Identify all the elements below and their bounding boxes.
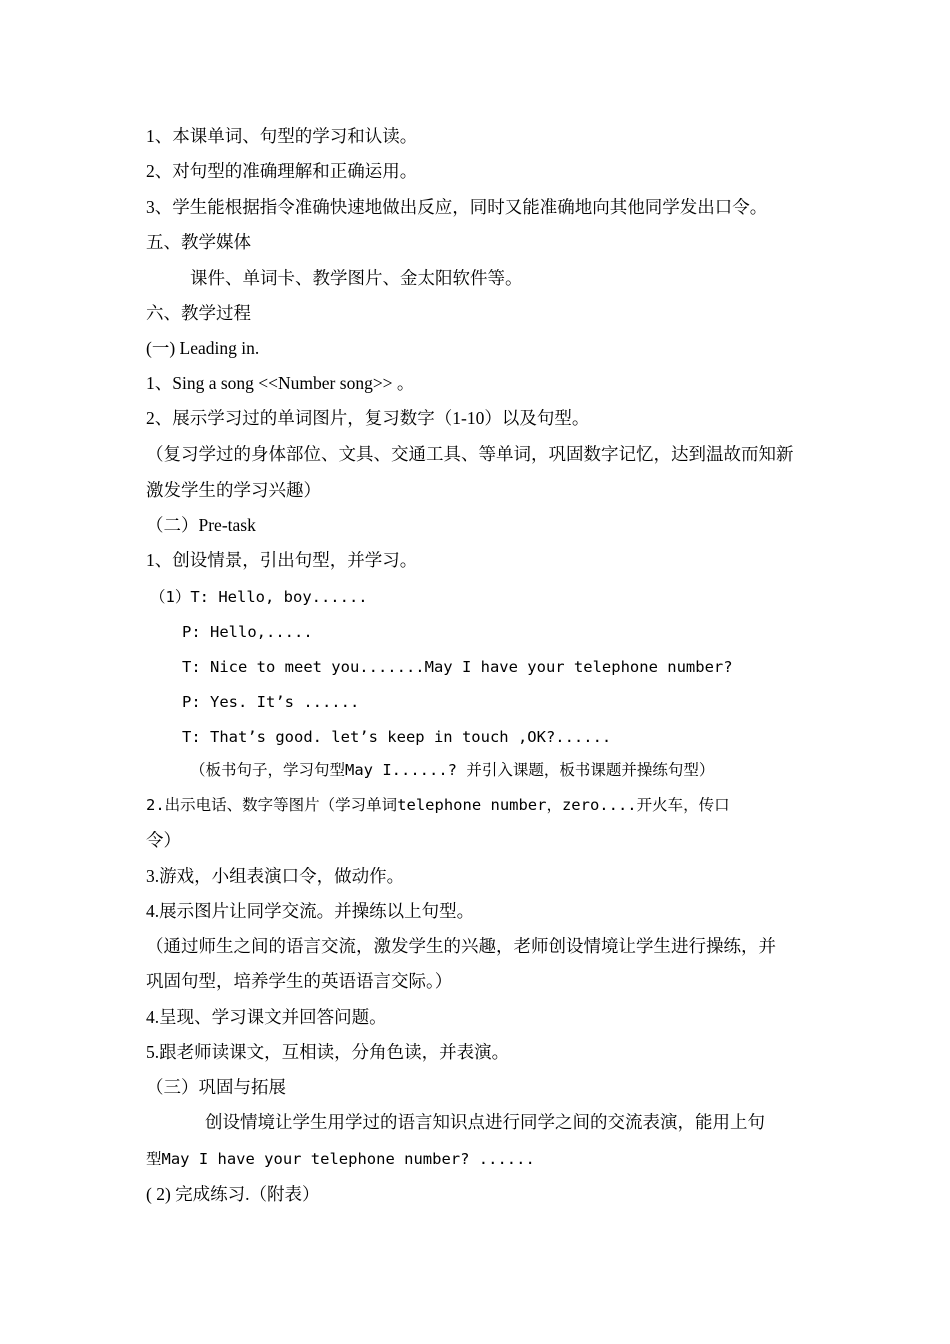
dialogue-line-3: T: Nice to meet you.......May I have your telephone number? (182, 658, 733, 676)
pre-task-note-line-2: 巩固句型，培养学生的英语语言交际。） (146, 971, 453, 991)
dialogue-line-2: P: Hello,..... (182, 623, 313, 641)
objective-3: 3、学生能根据指令准确快速地做出反应，同时又能准确地向其他同学发出口令。 (146, 197, 768, 217)
dialogue-line-5: T: That’s good. let’s keep in touch ,OK?...... (182, 728, 612, 746)
pre-task-item-2-line-1: 2.出示电话、数字等图片（学习单词telephone number，zero....开火车，传口 (146, 796, 730, 814)
objective-1: 1、本课单词、句型的学习和认读。 (146, 126, 418, 146)
pre-task-item-3: 3.游戏，小组表演口令，做动作。 (146, 866, 405, 886)
dialogue-line-4: P: Yes. It’s ...... (182, 693, 360, 711)
pre-task-note-line-1: （通过师生之间的语言交流，激发学生的兴趣，老师创设情境让学生进行操练，并 (146, 936, 776, 956)
consolidation-text-line-1: 创设情境让学生用学过的语言知识点进行同学之间的交流表演，能用上句 (205, 1112, 765, 1132)
pre-task-item-5: 5.跟老师读课文，互相读，分角色读，并表演。 (146, 1042, 510, 1062)
pre-task-item-4: 4.展示图片让同学交流。并操练以上句型。 (146, 901, 475, 921)
step-heading-consolidation: （三）巩固与拓展 (146, 1077, 286, 1097)
leading-in-note-line-1: （复习学过的身体部位、文具、交通工具、等单词，巩固数字记忆，达到温故而知新 (146, 444, 794, 464)
pre-task-item-4b: 4.呈现、学习课文并回答问题。 (146, 1007, 387, 1027)
board-note: （板书句子，学习句型May I......? 并引入课题，板书课题并操练句型） (190, 761, 715, 779)
step-heading-pre-task: （二）Pre-task (146, 515, 256, 535)
consolidation-text-line-2: 型May I have your telephone number? ...... (146, 1150, 535, 1168)
consolidation-item-2: ( 2) 完成练习.（附表） (146, 1184, 320, 1204)
media-list: 课件、单词卡、教学图片、金太阳软件等。 (190, 268, 523, 288)
leading-in-item-1: 1、Sing a song <<Number song>> 。 (146, 373, 415, 393)
step-heading-leading-in: (一) Leading in. (146, 338, 260, 358)
pre-task-item-2-line-2: 令） (146, 830, 181, 850)
objective-2: 2、对句型的准确理解和正确运用。 (146, 161, 418, 181)
section-heading-process: 六、教学过程 (146, 303, 251, 323)
dialogue-line-1: （1）T: Hello, boy...... (150, 588, 368, 606)
leading-in-note-line-2: 激发学生的学习兴趣） (146, 480, 321, 500)
leading-in-item-2: 2、展示学习过的单词图片，复习数字（1-10）以及句型。 (146, 408, 590, 428)
pre-task-item-1: 1、创设情景，引出句型，并学习。 (146, 550, 418, 570)
section-heading-media: 五、教学媒体 (146, 232, 251, 252)
